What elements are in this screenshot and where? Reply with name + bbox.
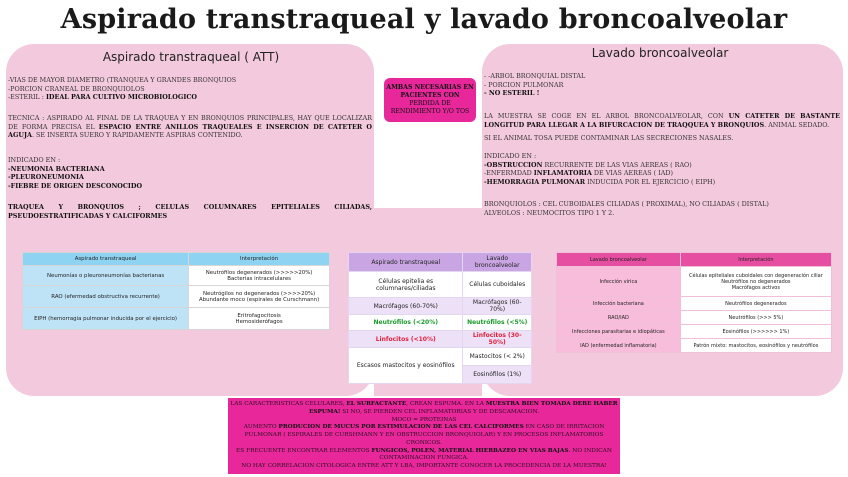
att-esteril: -ESTERIL : IDEAL PARA CULTIVO MICROBIOLOGICO [8, 93, 197, 102]
table-row: EIPH (hemorragia pulmonar inducida por el ejercicio) Eritrofagocitosis Hemosiderófagos [23, 308, 330, 330]
table-row: Infección vírica Células epiteliales cuboidales con degeneración ciliar Neutrófilos no degenerados Macrófagos activos [557, 267, 832, 297]
table-row: Escasos mastocitos y eosinófilos Mastocitos (< 2%) [349, 348, 532, 366]
lba-muestra: LA MUESTRA SE COGE EN EL ARBOL BRONCOALVEOLAR, CON UN CATETER DE BASTANTE LONGITUD PARA LLEGAR A LA BIFURCACION DE TRAQQUEA Y BRONQUIOS. ANIMAL SEDADO. [484, 112, 840, 129]
table-row: Células epitelia es columnares/ciliadas Células cuboidales [349, 272, 532, 298]
lba-indicado: INDICADO EN : -OBSTRUCCION RECURRENTE DE LAS VIAS AEREAS ( RAO) -ENFERMDAD INFLAMATORIA DE VIAS AEREAS ( IAD) -HEMORRAGIA PULMONAR INDUCIDA POR EL EJERCICIO ( EIPH) [484, 152, 716, 186]
lba-alveolos: ALVEOLOS : NEUMOCITOS TIPO 1 Y 2. [484, 208, 615, 217]
table-header: Aspirado transtraqueal [23, 253, 189, 266]
att-traqueal: TRAQUEA Y BRONQUIOS ; CELULAS COLUMNARES EPITELIALES CILIADAS, PSEUDOESTRATIFICADAS Y CALCIFORMES [8, 203, 372, 220]
lba-no-esteril: - NO ESTERIL ! [484, 89, 540, 98]
att-bullet: -PORCION CRANEAL DE BRONQUIOLOS [8, 84, 145, 93]
table-row: Infección bacteriana Neutrófilos degenerados [557, 297, 832, 311]
both-needed-badge: AMBAS NECESARIAS EN PACIENTES CON PERDIDA DE RENDIMIENTO Y/O TOS [384, 78, 476, 122]
att-heading: Aspirado transtraqueal ( ATT) [102, 50, 280, 64]
att-indicado-item: -FIEBRE DE ORIGEN DESCONOCIDO [8, 181, 143, 190]
att-indicado-heading: INDICADO EN : [8, 156, 61, 164]
table-row: Linfocitos (<10%) Linfocitos (30-50%) [349, 331, 532, 348]
lba-bullets [484, 72, 784, 98]
att-interpretation-table [22, 252, 330, 330]
att-bullets [8, 76, 370, 102]
table-row: Neumonías o pleuroneumonías bacterianas Neutrófilos degenerados (>>>>>20%) Bacterias intracelulares [23, 266, 330, 286]
lba-tosa: SI EL ANIMAL TOSA PUEDE CONTAMINAR LAS SECRECIONES NASALES. [484, 134, 734, 142]
table-row: Neutrófilos (<20%) Neutrófilos (<5%) [349, 315, 532, 331]
notes-box [228, 398, 620, 474]
lba-heading: Lavado broncoalveolar [591, 46, 729, 60]
table-row: RAO/IAD Neutrófilos (>>> 5%) [557, 311, 832, 325]
lba-bronquiolos: BRONQUIOLOS : CEL CUBOIDALES CILIADAS ( PROXIMAL), NO CILIADAS ( DISTAL) [484, 200, 769, 208]
lba-interpretation-table [556, 252, 832, 353]
comparison-table [348, 252, 532, 384]
table-row: Infecciones parasitarias e idiopáticas Eosinófilos (>>>>>> 1%) [557, 325, 832, 339]
note-line: LAS CARACTERISTICAS CELULARES, EL SURFACTANTE, CREAN ESPUMA. EN LA MUESTRA BIEN TOMADA DEBE HABER ESPUMA! SI NO, SE PIERDEN CEL INFLAMATORIAS Y DE DESCAMACION. [230, 401, 618, 416]
table-header: Lavado broncoalveolar [557, 253, 681, 267]
att-indicado-item: -PLEURONEUMONIA [8, 173, 84, 182]
table-row: RAO (efermedad obstructiva recurrente) Neutrógilos no degenerados (>>>>20%) Abundante moco (espirales de Curschmann) [23, 286, 330, 308]
page-title: Aspirado transtraqueal y lavado broncoalveolar [60, 4, 788, 35]
att-bullet: -VIAS DE MAYOR DIAMETRO (TRANQUEA Y GRANDES BRONQUIOS [8, 76, 237, 84]
lba-bullet: - PORCION PULMONAR [484, 80, 564, 89]
note-line: MOCO = PROTEINAS [391, 416, 457, 423]
note-line: NO HAY CORRELACION CITOLOGICA ENTRE ATT Y LBA, IMPORTANTE CONOCER LA PROCEDENCIA DE LA MUESTRA! [241, 462, 607, 469]
table-header: Interpretación [189, 253, 330, 266]
table-header: Interpretación [680, 253, 831, 267]
att-tecnica: TECNICA : ASPIRADO AL FINAL DE LA TRAQUEA Y EN BRONQUIOS PRINCIPALES, HAY QUE LOCALIZAR DE FORMA PRECISA EL ESPACIO ENTRE ANILLOS TRAQUEALES E INSERCION DE CATETER O AGUJA. SE INSERTA SUERO Y RAPIDAMENTE ASPIRAS CONTENIDO. [8, 114, 373, 140]
table-row: Eosinófilos (1%) [349, 366, 532, 384]
lba-bullet: - -ARBOL BRONQUIAL DISTAL [484, 72, 586, 80]
lba-cells [484, 200, 840, 217]
table-row: IAD (enfermedad inflamatoria) Patrón mixto: mastocitos, eosinófilos y neutrófilos [557, 339, 832, 353]
att-indicado-item: -NEUMONIA BACTERIANA [8, 164, 105, 173]
table-header: Aspirado transtraqueal [349, 253, 463, 272]
table-row: Macrófagos (60-70%) Macrófagos (60-70%) [349, 298, 532, 315]
att-indicado [8, 156, 308, 190]
note-line: AUMENTO PRODUCION DE MUCUS POR ESTIMULACION DE LAS CEL CALCIFORMES EN CASO DE IRRITACION PULMONAR ( ESPIRALES DE CURSHMANN Y EN OBSTRUCCION BRONQUIOLAR) Y EN PROCESOS INFLAMATORIOS CRONICOS. [243, 424, 605, 446]
note-line: ES FRECUENTE ENCONTRAR ELEMENTOS FUNGICOS, POLEN, MATERIAL HIERBAZEO EN VIAS BAJAS. NO INDICAN CONTAMINACION FUNGICA. [236, 447, 612, 462]
table-header: Lavado broncoalveolar [463, 253, 532, 272]
